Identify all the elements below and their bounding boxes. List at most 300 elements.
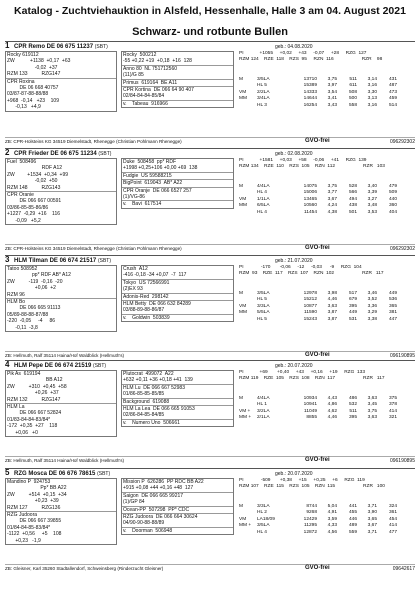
pedigree-line: 01/86-85-85-85/85 — [123, 391, 165, 398]
lactation-cell: MM — [239, 310, 247, 316]
pedigree-cell — [122, 87, 233, 101]
lactation-cell: 15243 — [303, 316, 317, 322]
pedigree-line: HLM Lu DE 066 667 52983 — [123, 384, 185, 391]
lactation-cell: HL 4 — [257, 529, 267, 535]
lactation-cell: 479 — [388, 184, 397, 189]
lactation-cell: 566 — [348, 190, 357, 196]
lactation-cell: 611 — [349, 83, 357, 89]
lactation-cell: 4,24 — [327, 203, 337, 209]
pedigree-grandparents — [121, 158, 234, 209]
lactation-cell: 4/4LA — [257, 396, 270, 401]
lactation-cell: 2/2LA — [257, 89, 270, 95]
lactation-cell: 3,67 — [327, 196, 337, 202]
lactation-row — [239, 415, 415, 421]
pedigree-line: +0,06 +2 — [7, 285, 56, 292]
lactation-cell: 3,75 — [327, 77, 337, 82]
lactation-cell: 4,91 — [327, 510, 337, 516]
pedigree-cell — [122, 188, 233, 202]
pedigree-cell — [122, 80, 233, 87]
lactation-cell: 454 — [388, 516, 397, 522]
lactation-cell: 509 — [388, 190, 397, 196]
birth-date: geb.: 04.08.2020 — [275, 44, 313, 50]
breeding-value-line: PI -170 -0,06 -12 -0,03 -9 RZG 104 — [239, 265, 362, 270]
lactation-cell: 10560 — [303, 203, 317, 209]
lactation-cell: 2/1LA — [257, 415, 270, 421]
pedigree-line: CPR Oranje DE 066 6527 257 — [123, 187, 192, 194]
lactation-cell: 3,29 — [367, 310, 377, 316]
lot-header — [5, 362, 415, 370]
pedigree-line: HLM La — [7, 403, 25, 410]
lactation-cell: 4,62 — [327, 408, 337, 414]
lactation-cell: 514 — [388, 102, 397, 108]
lactation-cell: 3,52 — [367, 297, 377, 303]
lactation-cell: HL 5 — [257, 316, 267, 322]
lactation-cell: 414 — [388, 523, 397, 529]
bull-name — [14, 151, 111, 157]
lactation-cell: 12429 — [303, 516, 317, 522]
pedigree-line: (1)/VG-86 — [123, 193, 145, 200]
lactation-cell: 3,16 — [367, 102, 377, 108]
pedigree-cell — [122, 514, 233, 528]
pedigree-line: +0,23 +39 — [7, 498, 59, 505]
breeding-values — [239, 370, 415, 383]
pedigree-cell — [122, 101, 233, 107]
pedigree-cell — [6, 404, 116, 436]
lot-divider — [5, 41, 415, 42]
pedigree-line: HLM La Lea DE 066 665 91053 — [123, 405, 195, 412]
breeding-value-line: PI +1581 +0,03 +58 -0,06 +41 RZG 139 — [239, 158, 367, 163]
lactation-cell: 3,63 — [367, 415, 377, 421]
lactation-cell: 11295 — [304, 523, 317, 529]
lactation-cell: VM — [239, 89, 247, 95]
lactation-cell: 3,27 — [367, 196, 377, 202]
lactation-cell: LA18/09 — [257, 516, 275, 522]
lot-header — [5, 470, 415, 478]
breed-code: (SBT) — [98, 151, 112, 157]
pedigree-line: +968 -0,14 +23 109 — [7, 97, 59, 104]
pedigree-line: Background 619088 — [123, 398, 170, 405]
pedigree-line: HLM Betty DE 066 632 84289 — [123, 300, 191, 307]
pedigree-line: 02/84-84-84-85/84 — [123, 93, 165, 100]
breeding-value-line: PI -509 +0,38 +15 +0,25 +6 RZG 119 — [239, 478, 365, 483]
lactation-cell: 3,36 — [367, 303, 377, 309]
lot-header — [5, 257, 415, 265]
pedigree-line: CPR Roxina — [7, 78, 35, 85]
lactation-cell: 431 — [388, 77, 397, 82]
pedigree-cell — [122, 420, 233, 426]
pedigree-line: +915 +0,08 +44 +0,16 +48 127 — [123, 485, 194, 492]
pedigree-cell — [122, 301, 233, 315]
lot-number: 1 — [5, 41, 10, 50]
lot-header — [5, 43, 415, 51]
pedigree-cell — [122, 180, 233, 187]
breeder-info: ZB: Hellmuth, Ralf 35114 Haina/Hof Waldblick (Hellmuth's) — [5, 353, 125, 358]
pedigree-line: Duke 508458 pp* RDF — [123, 159, 177, 165]
lactation-cell: 511 — [349, 77, 357, 82]
pedigree-line: -55 +0,22 +19 +0,18 +16 128 — [123, 58, 192, 65]
pedigree-grandparents — [121, 265, 234, 322]
pedigree-line: ZW +310 +0,45 +58 — [7, 383, 67, 390]
pedigree-cell — [122, 507, 233, 514]
lactation-cell: 536 — [388, 297, 397, 303]
lactation-cell: 438 — [348, 203, 357, 209]
lactation-cell: 447 — [388, 316, 397, 322]
pedigree-line: Plutocrat 499072 A22 — [123, 371, 174, 377]
pedigree-cell — [6, 159, 116, 192]
pedigree-cell — [122, 173, 233, 180]
birth-date: geb.: 20.07.2020 — [275, 363, 313, 369]
gvo-badge: GVO-frei — [305, 138, 330, 144]
lactation-cell: 3,45 — [367, 402, 377, 408]
birth-date: geb.: 20.07.2020 — [275, 471, 313, 477]
lactation-cell: 360 — [388, 203, 397, 209]
lactation-cell: 531 — [348, 316, 357, 322]
pedigree-line: Fuel 508496 — [7, 159, 37, 165]
lactation-table — [239, 77, 415, 109]
lactation-cell: HL 4 — [257, 190, 267, 196]
lactation-row — [239, 317, 415, 323]
pedigree-line: ZW +1138 +0,17 +63 — [7, 58, 71, 65]
pedigree-line: (2)EX 93 — [123, 286, 143, 293]
breeding-values — [239, 51, 415, 64]
pedigree-line: HLM Bo — [7, 298, 26, 305]
pedigree-line: Mission P 626286 PP RDC BB A22 — [123, 479, 204, 485]
lot-number: 3 — [5, 255, 10, 264]
lactation-cell: VM — [239, 196, 247, 202]
pedigree-line: RDF A12 — [7, 165, 63, 172]
lactation-cell: 3,77 — [327, 190, 337, 196]
lactation-cell: 8744 — [306, 504, 317, 509]
pedigree-line: -416 -0,18 -34 +0,07 -7 117 — [123, 272, 187, 279]
lactation-cell: 15006 — [303, 190, 317, 196]
lactation-cell: 3/4LA — [257, 96, 270, 102]
pedigree-cell — [122, 66, 233, 80]
pedigree-line: Fudgie US 59588215 — [123, 172, 172, 179]
lactation-cell: 11049 — [304, 408, 317, 414]
pedigree-parents — [5, 478, 117, 545]
pedigree-line: +0,06 +0 — [7, 429, 38, 436]
lactation-cell: 14333 — [303, 89, 317, 95]
lactation-cell: 414 — [388, 408, 397, 414]
ear-tag: DE 06 675 11234 — [50, 151, 99, 157]
bull-name — [14, 363, 106, 369]
lot-divider — [5, 255, 415, 256]
lactation-cell: HL 2 — [257, 510, 267, 516]
lactation-cell: M — [239, 77, 243, 82]
pedigree-line: BigPoint 619043 AB* A22 — [123, 180, 183, 187]
lactation-cell: MM — [239, 203, 247, 209]
pedigree-line: Mandino P 924753 — [7, 479, 51, 485]
pedigree-line: -0,09 +5,2 — [7, 217, 41, 224]
lactation-cell: 477 — [388, 529, 397, 535]
pedigree-line: Pp* BB A22 — [7, 485, 67, 492]
lactation-cell: 3,39 — [367, 190, 377, 196]
pedigree-line: v. Numero Uno 506661 — [123, 419, 180, 426]
pedigree-line: v. Bavi 617514 — [123, 201, 162, 208]
lactation-cell: 517 — [348, 291, 357, 296]
pedigree-parents — [5, 370, 117, 437]
lactation-cell: 3,98 — [327, 291, 337, 296]
pedigree-line: +1227 -0,29 +16 116 — [7, 211, 61, 218]
pedigree-line: ZW +1534 +0,34 +99 — [7, 171, 69, 178]
lactation-cell: 3,97 — [327, 83, 337, 89]
lactation-cell: M — [239, 291, 243, 296]
lactation-cell: 378 — [388, 402, 397, 408]
pedigree-cell — [122, 159, 233, 173]
lactation-cell: 3,87 — [327, 310, 337, 316]
lactation-cell: 5/5LA — [257, 310, 270, 316]
breeder-row — [5, 456, 415, 464]
pedigree-parents — [5, 158, 117, 225]
lactation-cell: 395 — [348, 303, 357, 309]
gvo-badge: GVO-frei — [305, 565, 330, 571]
breeding-value-line: RZM 119 RZE 105 RZS 108 RZN 117 RZR 117 — [239, 376, 385, 382]
lactation-cell: 5,04 — [327, 504, 337, 509]
breeder-row — [5, 351, 415, 359]
lactation-cell: 4,56 — [327, 529, 337, 535]
pedigree-line: pp* RDF AB* A12 — [7, 272, 71, 279]
lactation-cell: 15212 — [303, 297, 317, 303]
pedigree-line: Tokyo US 72566991 — [123, 279, 170, 286]
lactation-cell: 14075 — [303, 184, 317, 189]
pedigree-cell — [122, 406, 233, 420]
pedigree-cell — [6, 192, 116, 224]
pedigree-line: Anno 80 NL 751712560 — [123, 65, 178, 72]
lactation-cell: 15389 — [303, 83, 317, 89]
pedigree-line: 03/87-87-88-88/88 — [7, 91, 49, 98]
lactation-cell: 3/3LA — [257, 504, 270, 509]
phone-number: 096292302 — [389, 246, 415, 252]
lactation-row — [239, 210, 415, 216]
lactation-cell: 3/5LA — [257, 523, 270, 529]
pedigree-line: 05/89-88-88-87/88 — [7, 311, 49, 318]
lactation-cell: 6/5LA — [257, 203, 270, 209]
pedigree-cell — [122, 315, 233, 321]
pedigree-line: 02/86-84-85-84/85 — [123, 412, 165, 419]
bull-name — [14, 44, 108, 50]
lactation-cell: 440 — [388, 196, 397, 202]
lactation-cell: M — [239, 504, 243, 509]
phone-number: 09642617 — [392, 566, 415, 572]
lactation-table — [239, 504, 415, 536]
lactation-cell: 4,86 — [327, 402, 337, 408]
pedigree-line: -0,13 +4,9 — [7, 104, 41, 111]
pedigree-line: Saigon DE 066 665 99217 — [123, 492, 184, 499]
pedigree-line: DE 066 667 52824 — [7, 410, 62, 417]
breeding-values — [239, 478, 415, 491]
pedigree-cell — [6, 371, 116, 404]
lactation-cell: 9268 — [306, 510, 317, 516]
lactation-cell: VM — [239, 303, 247, 309]
pedigree-line: DE 06 668 40757 — [7, 84, 59, 91]
lactation-cell: 3,67 — [367, 523, 377, 529]
lactation-cell: 4,38 — [327, 209, 337, 215]
pedigree-cell — [6, 512, 116, 544]
pedigree-parents — [5, 51, 117, 112]
section-title: Schwarz- und rotbunte Bullen — [132, 26, 288, 38]
lot-entry — [5, 470, 415, 574]
lactation-cell: 489 — [348, 523, 357, 529]
lactation-cell: 3/2LA — [257, 408, 270, 414]
lactation-cell: 11590 — [304, 310, 317, 316]
lactation-cell: 321 — [388, 415, 397, 421]
lactation-cell: 500 — [348, 96, 357, 102]
pedigree-line: -0,11 -3,8 — [7, 324, 38, 331]
lactation-cell: 559 — [348, 529, 357, 535]
pedigree-cell — [122, 479, 233, 493]
pedigree-cell — [122, 528, 233, 534]
birth-date: geb.: 02.08.2020 — [275, 151, 313, 157]
lactation-cell: 12978 — [303, 291, 317, 296]
lactation-cell: 494 — [348, 196, 357, 202]
pedigree-cell — [122, 385, 233, 399]
lot-entry — [5, 150, 415, 254]
lactation-cell: 4,33 — [327, 523, 337, 529]
ear-tag: DE 06 674 21519 — [44, 363, 94, 369]
breeding-value-line: RZM 124 RZE 118 RZS 95 RZN 116 RZR 98 — [239, 57, 383, 63]
lactation-cell: 4,46 — [327, 415, 337, 421]
breeder-info: ZB: CPR-Holsteins KG 34519 Diemelstadt, Rhenegge (Christian Pohlmann Rhenegge) — [5, 246, 182, 251]
lactation-cell: 446 — [348, 516, 357, 522]
lactation-cell: 459 — [388, 96, 397, 102]
gvo-badge: GVO-frei — [305, 352, 330, 358]
pedigree-line: +632 +0,11 +36 +0,18 +41 139 — [123, 377, 193, 384]
lot-header — [5, 150, 415, 158]
pedigree-line: Primus 619164 BE A11 — [123, 79, 178, 86]
lactation-cell: HL 4 — [257, 209, 267, 215]
lactation-cell: 1/1LA — [257, 196, 270, 202]
pedigree-cell — [122, 294, 233, 301]
lactation-cell: 3/3LA — [257, 303, 270, 309]
lot-entry — [5, 362, 415, 466]
lactation-cell: 3,40 — [367, 184, 377, 189]
pedigree-cell — [122, 266, 233, 280]
phone-number: 096190895 — [389, 353, 415, 359]
lactation-cell: 4/4LA — [257, 184, 270, 189]
pedigree-line: DE 066 665 91113 — [7, 305, 61, 312]
gvo-badge: GVO-frei — [305, 457, 330, 463]
lactation-cell: 11454 — [304, 209, 317, 215]
lactation-cell: 455 — [348, 510, 357, 516]
lactation-cell: 365 — [388, 303, 397, 309]
lactation-cell: 3,14 — [367, 77, 377, 82]
lactation-cell: 3,53 — [367, 209, 377, 215]
pedigree-line: Ocean-PP 507298 PP* CDC — [123, 506, 190, 513]
lactation-cell: MM — [239, 96, 247, 102]
lactation-cell: 3,41 — [327, 96, 337, 102]
breeder-info: ZB: Gleisner, Karl 35260 Stadtallendorf, Schweinsberg (Rinderzucht Gleisner) — [5, 566, 164, 571]
lactation-cell: 3/5LA — [257, 77, 270, 82]
lactation-cell: 3,48 — [367, 203, 377, 209]
pedigree-line: ZW -119 -0,16 -20 — [7, 278, 63, 285]
lactation-cell: 16254 — [303, 102, 317, 108]
lactation-cell: 8855 — [306, 415, 317, 421]
pedigree-line: RZM 96 — [7, 291, 25, 298]
lactation-cell: VM + — [239, 408, 251, 414]
lot-number: 4 — [5, 360, 10, 369]
pedigree-line: ZW +514 +0,15 +34 — [7, 491, 67, 498]
lactation-cell: 486 — [348, 396, 357, 401]
pedigree-grandparents — [121, 478, 234, 535]
lactation-table — [239, 291, 415, 323]
lactation-cell: 487 — [388, 83, 397, 89]
pedigree-line: v. Doorman 506948 — [123, 527, 173, 534]
ear-tag: DE 06 675 11237 — [46, 44, 95, 50]
lactation-cell: HL 3 — [257, 102, 267, 108]
lactation-cell: M — [239, 396, 243, 401]
lactation-cell: 13465 — [303, 196, 317, 202]
bull-name — [14, 471, 110, 477]
lactation-cell: 4,46 — [327, 297, 337, 303]
pedigree-line: Rocky 500212 — [123, 52, 157, 58]
breeder-row — [5, 564, 415, 572]
lactation-cell: 12872 — [303, 529, 317, 535]
pedigree-line: -1122 +0,56 +5 108 — [7, 531, 62, 538]
lactation-cell: 10934 — [303, 396, 317, 401]
bull-name-text: HLM Pepe — [14, 363, 45, 369]
pedigree-grandparents — [121, 370, 234, 427]
pedigree-cell — [122, 52, 233, 66]
lactation-cell: 3,46 — [367, 291, 377, 296]
pedigree-cell — [122, 399, 233, 406]
pedigree-grandparents — [121, 51, 234, 108]
pedigree-line: 01/84-84-85-83/84* — [7, 524, 51, 531]
pedigree-line: (11)/G 85 — [123, 72, 144, 79]
pedigree-cell — [122, 280, 233, 294]
pedigree-line: CPR Kortina DE 066 64 90 407 — [123, 86, 194, 93]
breeding-value-line: RZM 107 RZE 115 RZS 105 RZN 115 RZR 100 — [239, 484, 385, 490]
pedigree-line: DE 066 667 00591 — [7, 198, 62, 205]
lactation-cell: 10877 — [303, 303, 317, 309]
bull-name-text: RZG Mosca — [14, 471, 49, 477]
lactation-cell: 441 — [348, 504, 357, 509]
lactation-cell: 3,54 — [327, 89, 337, 95]
pedigree-line: +1998 +0,25+106 +0,00 +69 138 — [123, 165, 198, 172]
pedigree-line: v. Goldwin 503839 — [123, 314, 170, 321]
lactation-cell: 449 — [348, 310, 357, 316]
pedigree-cell — [6, 479, 116, 512]
pedigree-line: RZM 132 RZG147 — [7, 396, 61, 403]
pedigree-cell — [122, 493, 233, 507]
lactation-cell: HL 5 — [257, 297, 267, 303]
pedigree-line: -220 -0,05 -4 86 — [7, 318, 56, 325]
lactation-cell: 3,75 — [327, 184, 337, 189]
bull-name-text: HLM Tilman — [14, 258, 50, 264]
pedigree-line: (1)/GP 84 — [123, 499, 145, 506]
lactation-cell: 3,71 — [367, 529, 377, 535]
breed-code: (SBT) — [93, 363, 107, 369]
lactation-row — [239, 530, 415, 536]
ear-tag: DE 06 676 78615 — [48, 471, 98, 477]
breeding-values — [239, 265, 415, 278]
lactation-cell: 324 — [388, 504, 397, 509]
pedigree-line: DE 066 667 39855 — [7, 518, 62, 525]
birth-date: geb.: 21.07.2020 — [275, 258, 313, 264]
lactation-table — [239, 184, 415, 216]
lot-entry — [5, 43, 415, 147]
bull-name — [14, 258, 111, 264]
lactation-cell: 404 — [388, 209, 397, 215]
page-title: Katalog - Zuchtviehauktion in Alsfeld, Hessenhalle, Halle 3 am 04. August 2021 — [14, 5, 406, 17]
lactation-cell: 558 — [348, 102, 357, 108]
pedigree-cell — [6, 266, 116, 299]
lot-number: 2 — [5, 148, 10, 157]
lactation-cell: 375 — [388, 396, 397, 401]
bull-name-text: CPR Frieder — [14, 151, 51, 157]
lactation-cell: 381 — [388, 310, 397, 316]
lactation-cell: 3,38 — [367, 316, 377, 322]
breeder-row — [5, 137, 415, 145]
